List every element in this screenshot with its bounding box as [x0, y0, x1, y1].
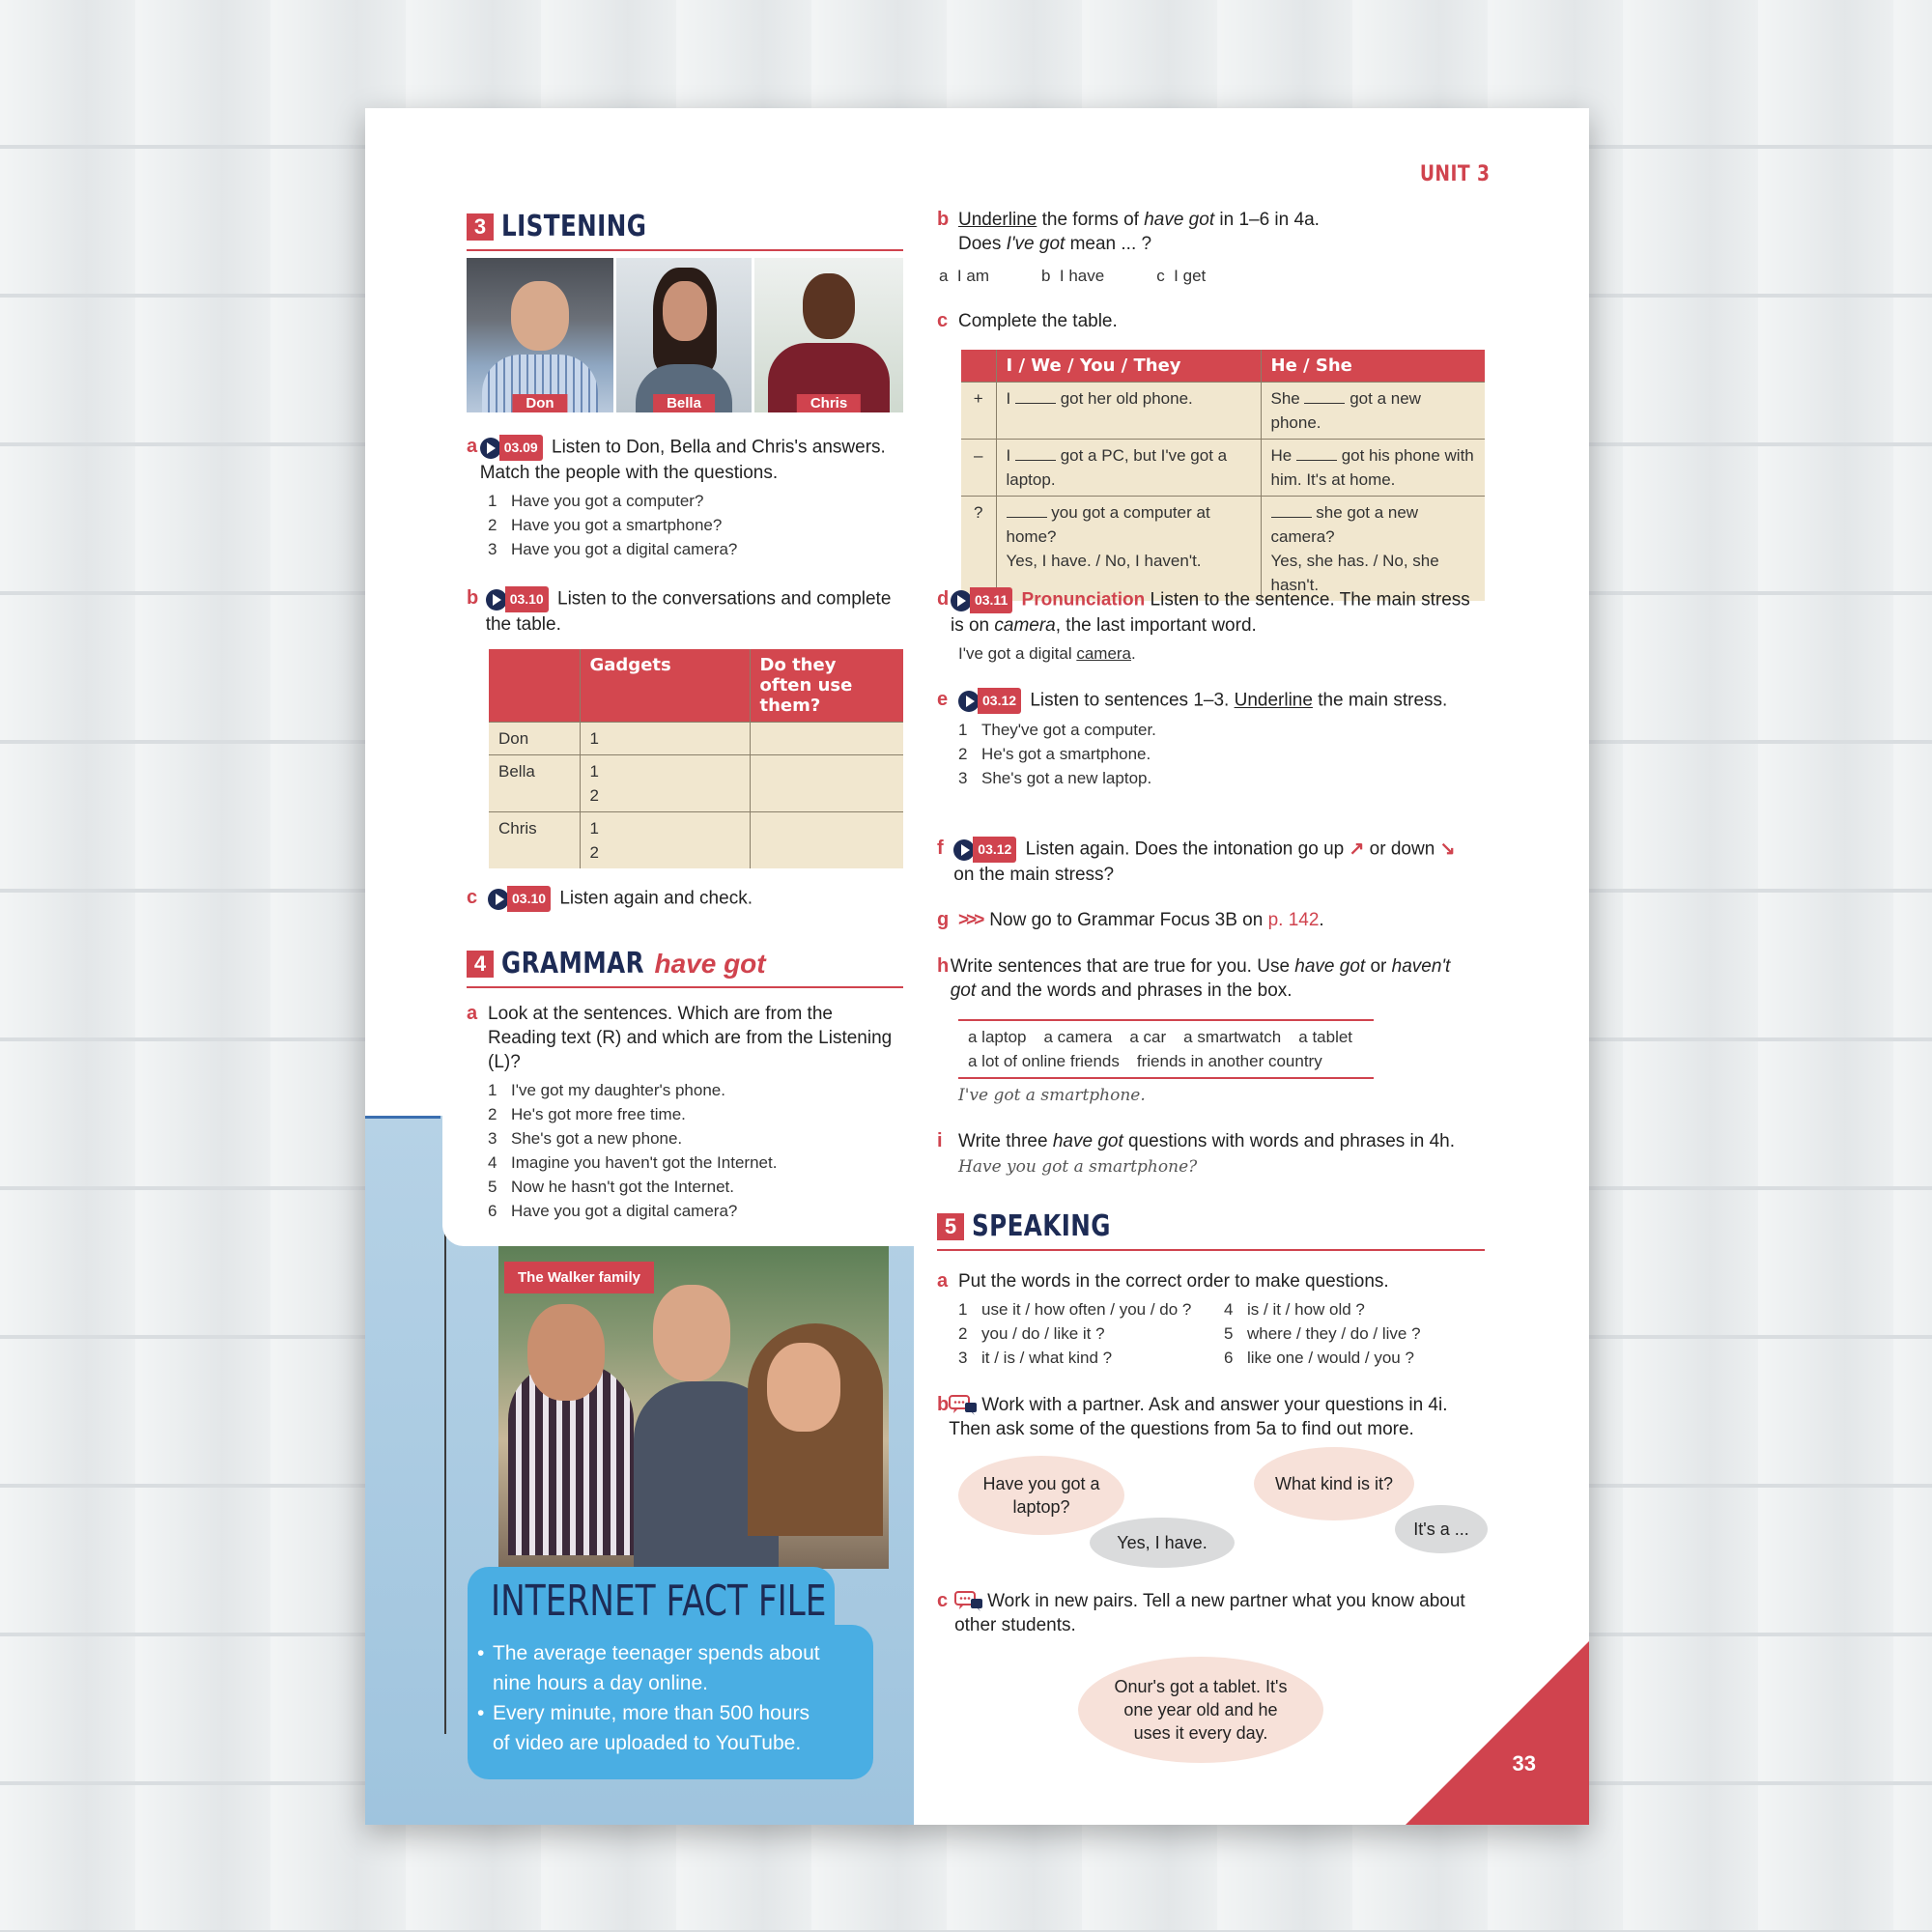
option[interactable]: a I am	[939, 267, 989, 285]
blank-field[interactable]	[1007, 517, 1047, 518]
speaking-section	[937, 1209, 1485, 1251]
play-icon	[958, 691, 980, 712]
chevrons-icon: >>>	[958, 910, 982, 930]
table-header-row: I / We / You / They He / She	[961, 350, 1485, 383]
blank-field[interactable]	[1015, 403, 1056, 404]
list-item: 6 like one / would / you ?	[1224, 1349, 1414, 1367]
instruction-text: Listen again and check.	[559, 888, 753, 909]
example-answer: Have you got a smartphone?	[958, 1157, 1198, 1177]
grammar-g: g >>> Now go to Grammar Focus 3B on p. 142.	[937, 909, 1324, 930]
gadgets-table	[489, 649, 903, 868]
speech-bubble: Yes, I have.	[1090, 1518, 1235, 1568]
word-box-line: a lot of online friends friends in another country	[968, 1052, 1322, 1070]
arrow-down-right-icon: ↘	[1439, 838, 1456, 860]
example-answer: I've got a smartphone.	[958, 1086, 1146, 1105]
speech-bubbles-icon	[949, 1395, 978, 1416]
pronunciation-label: Pronunciation	[1021, 589, 1146, 611]
list-item: 4 is / it / how old ?	[1224, 1300, 1365, 1319]
play-icon	[488, 889, 509, 910]
list-item: 2 you / do / like it ?	[958, 1324, 1105, 1343]
scrambled-list	[958, 1297, 1478, 1370]
list-item: 1 I've got my daughter's phone.	[488, 1081, 725, 1099]
item-letter: d	[937, 588, 950, 610]
grammar-focus-link[interactable]: p. 142	[1267, 910, 1320, 930]
list-item: 1 Have you got a computer?	[488, 492, 704, 510]
speaking-a	[937, 1269, 1478, 1370]
play-icon	[480, 438, 501, 459]
section-title: LISTENING	[501, 210, 647, 243]
face-shape	[511, 281, 569, 351]
listening-a	[467, 435, 921, 561]
speaking-c	[937, 1589, 1478, 1637]
unit-label: UNIT 3	[1419, 162, 1490, 186]
answer-cell[interactable]	[750, 723, 903, 755]
arrow-up-right-icon: ↗	[1349, 838, 1365, 860]
grammar-section	[467, 947, 903, 988]
item-letter: f	[937, 838, 944, 859]
son-face-shape	[653, 1285, 730, 1381]
section-title: GRAMMAR	[501, 947, 644, 980]
instruction-text: Listen to Don, Bella and Chris's answers. Match the people with the questions.	[479, 437, 886, 483]
item-letter: a	[937, 1270, 949, 1292]
speaking-heading	[937, 1209, 1485, 1251]
play-icon	[953, 839, 975, 861]
audio-badge[interactable]: 03.09	[480, 435, 543, 461]
list-item: 3 Have you got a digital camera?	[488, 540, 738, 558]
list-item: 5 Now he hasn't got the Internet.	[488, 1178, 735, 1196]
word-box	[958, 1019, 1374, 1079]
list-item: 1 use it / how often / you / do ?	[958, 1300, 1192, 1319]
textbook-page	[365, 108, 1589, 1825]
table-row: ? you got a computer at home? Yes, I have. / No, I haven't. she got a new camera? Yes, she has. / No, she hasn't.	[961, 497, 1485, 602]
listening-c	[467, 886, 921, 912]
mum-face-shape	[767, 1343, 840, 1432]
item-letter: g	[937, 909, 950, 930]
list-item: 2 Have you got a smartphone?	[488, 516, 723, 534]
face-shape	[663, 281, 707, 341]
play-icon	[486, 589, 507, 611]
audio-badge[interactable]: 03.10	[486, 586, 549, 612]
item-letter: b	[937, 1394, 950, 1415]
speech-bubble: Have you got a laptop?	[958, 1456, 1124, 1535]
photo-label: Bella	[653, 394, 715, 412]
photo-bella	[616, 258, 752, 412]
listening-section	[467, 210, 903, 251]
play-icon	[951, 590, 972, 611]
listening-heading	[467, 210, 903, 251]
have-got-table	[961, 350, 1485, 601]
instruction-text: Work with a partner. Ask and answer your questions in 4i. Then ask some of the questions from 5a to find out more.	[949, 1395, 1448, 1439]
walker-family-photo	[498, 1246, 889, 1569]
list-item: 3 She's got a new laptop.	[958, 769, 1152, 787]
fact-file-title: INTERNET FACT FILE	[491, 1577, 827, 1626]
audio-badge[interactable]: 03.10	[488, 886, 551, 912]
table-row: Bella 1 2	[489, 755, 903, 812]
list-item: 2 He's got more free time.	[488, 1105, 686, 1123]
speech-bubble: Onur's got a tablet. It's one year old and he uses it every day.	[1078, 1657, 1323, 1763]
section-subtitle: have got	[654, 948, 766, 979]
audio-badge[interactable]: 03.12	[953, 837, 1016, 863]
list-column	[1224, 1297, 1421, 1370]
grammar-h: h Write sentences that are true for you. Use have got or haven't got and the words and phrases in the box.	[937, 955, 1451, 1001]
instruction-text: Put the words in the correct order to make questions.	[958, 1271, 1389, 1292]
section-number: 5	[937, 1213, 964, 1240]
list-item: 5 where / they / do / live ?	[1224, 1324, 1421, 1343]
blank-field[interactable]	[1015, 460, 1056, 461]
section-number: 3	[467, 213, 494, 241]
table-header-row: Gadgets Do they often use them?	[489, 649, 903, 723]
bullet-item: • The average teenager spends about nine hours a day online.	[477, 1642, 820, 1694]
grammar-a	[467, 1002, 921, 1223]
speech-bubble: What kind is it?	[1254, 1447, 1414, 1520]
option[interactable]: b I have	[1040, 267, 1105, 285]
table-row: Don 1	[489, 723, 903, 755]
photo-caption: The Walker family	[504, 1262, 654, 1293]
table-row: Chris 1 2	[489, 812, 903, 869]
sentence-list	[958, 718, 1478, 790]
question-list	[488, 489, 921, 561]
face-shape	[803, 273, 855, 339]
list-column	[958, 1297, 1224, 1370]
fact-file-bullets	[477, 1638, 864, 1758]
sentence-list	[488, 1078, 921, 1223]
grammar-e: e 03.12 Listen to sentences 1–3. Underline the main stress. 1 They've got a computer. 2 He's got a smartphone. 3 She's got a new laptop.	[937, 688, 1478, 790]
blank-field[interactable]	[1296, 460, 1337, 461]
answer-cell[interactable]	[750, 755, 903, 812]
photo-label: Don	[512, 394, 567, 412]
item-letter: i	[937, 1130, 943, 1151]
speech-bubbles-icon	[954, 1591, 983, 1612]
grammar-i: i Write three have got questions with words and phrases in 4h. Have you got a smartphone?	[937, 1129, 1478, 1177]
answer-cell[interactable]	[750, 812, 903, 869]
instruction-text: Listen to the conversations and complete the table.	[485, 588, 892, 635]
bullet-item: • Every minute, more than 500 hours of video are uploaded to YouTube.	[477, 1702, 810, 1754]
speaking-b	[937, 1393, 1478, 1441]
photo-chris	[754, 258, 903, 412]
item-letter: c	[937, 310, 949, 331]
grammar-d: d 03.11 Pronunciation Listen to the sentence. The main stress is on camera, the last important word. I've got a digital camera.	[937, 587, 1478, 666]
grammar-f: f 03.12 Listen again. Does the intonation go up ↗ or down ↘ on the main stress?	[937, 838, 1456, 885]
item-letter: a	[467, 436, 478, 457]
item-letter: b	[937, 209, 950, 230]
section-number: 4	[467, 951, 494, 978]
list-item: 2 He's got a smartphone.	[958, 745, 1151, 763]
word-box-line: a laptop a camera a car a smartwatch a tablet	[968, 1028, 1353, 1046]
instruction-text: Work in new pairs. Tell a new partner what you know about other students.	[954, 1591, 1465, 1635]
list-item: 4 Imagine you haven't got the Internet.	[488, 1153, 778, 1172]
speaker-photos	[467, 258, 903, 412]
item-letter: c	[937, 1590, 949, 1611]
audio-badge[interactable]: 03.12	[958, 688, 1021, 714]
list-item: 6 Have you got a digital camera?	[488, 1202, 738, 1220]
blank-field[interactable]	[1271, 517, 1312, 518]
photo-label: Chris	[797, 394, 861, 412]
page-corner	[1406, 1641, 1589, 1825]
instruction-text: Look at the sentences. Which are from the Reading text (R) and which are from the Listening (L)?	[488, 1004, 893, 1072]
page-number: 33	[1512, 1751, 1536, 1776]
instruction-text: Complete the table.	[958, 311, 1118, 331]
item-letter: h	[937, 955, 950, 977]
list-item: 3 She's got a new phone.	[488, 1129, 683, 1148]
dad-face-shape	[527, 1304, 605, 1401]
table-row: + I got her old phone. She got a new phone.	[961, 383, 1485, 440]
option-list	[939, 264, 1478, 288]
section-title: SPEAKING	[972, 1209, 1111, 1243]
item-letter: e	[937, 689, 949, 710]
table-row: – I got a PC, but I've got a laptop. He got his phone with him. It's at home.	[961, 440, 1485, 497]
list-item: 3 it / is / what kind ?	[958, 1349, 1113, 1367]
option[interactable]: c I get	[1156, 267, 1207, 285]
audio-badge[interactable]: 03.11	[951, 587, 1012, 613]
item-letter: c	[467, 887, 478, 908]
item-letter: a	[467, 1003, 478, 1024]
example-sentence: I've got a digital camera.	[958, 644, 1136, 663]
listening-b	[467, 586, 921, 637]
photo-don	[467, 258, 613, 412]
grammar-c	[937, 309, 1118, 333]
grammar-heading	[467, 947, 903, 988]
grammar-b: b Underline the forms of have got in 1–6 in 4a. Does I've got mean ... ? a I am b I have c I get	[937, 208, 1478, 288]
speech-bubble: It's a ...	[1395, 1505, 1488, 1553]
blank-field[interactable]	[1304, 403, 1345, 404]
list-item: 1 They've got a computer.	[958, 721, 1156, 739]
divider-line	[365, 1116, 440, 1119]
item-letter: b	[467, 587, 479, 609]
